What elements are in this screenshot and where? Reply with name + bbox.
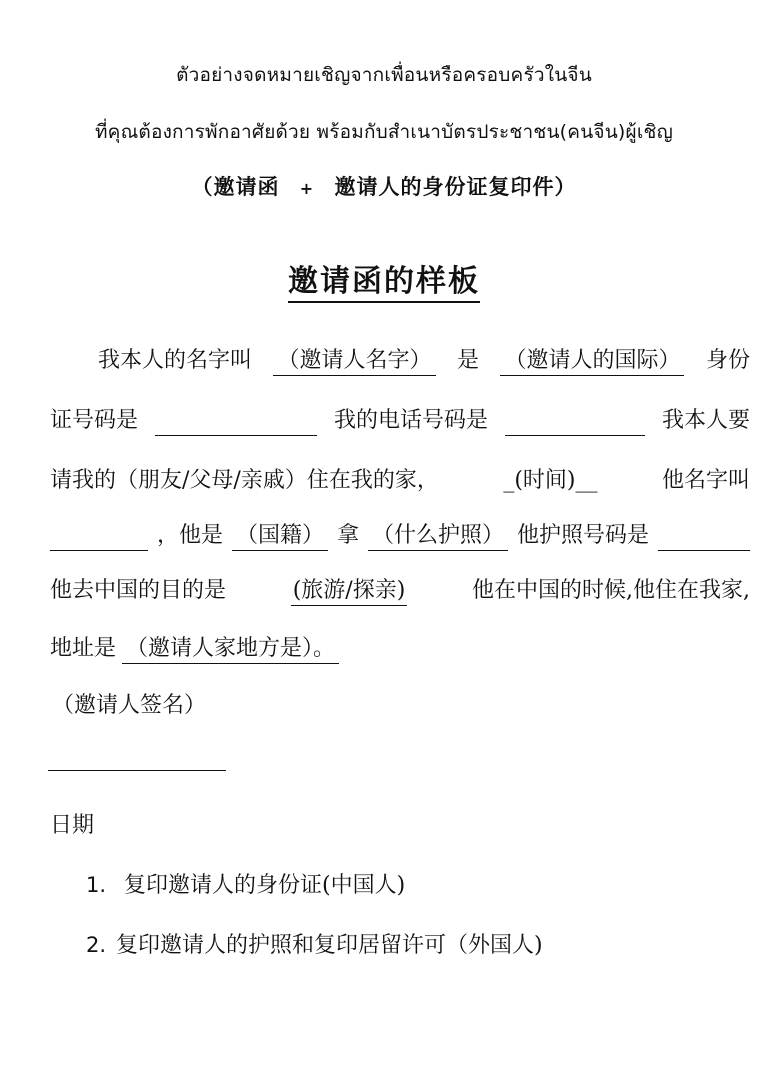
chinese-heading-part-a: （邀请函 — [191, 175, 280, 199]
letter-line-1 — [50, 340, 750, 376]
text: 是 — [456, 348, 479, 373]
phone-number-blank — [505, 409, 645, 436]
date-label: 日期 — [50, 813, 95, 838]
list-number: 1. — [86, 873, 107, 897]
plus-sign: + — [299, 179, 315, 198]
list-text: 复印邀请人的护照和复印居留许可（外国人) — [116, 933, 543, 958]
inviter-nationality-field: （邀请人的国际） — [500, 347, 684, 376]
text: 他去中国的目的是 — [50, 578, 227, 603]
letter-line-3 — [50, 460, 750, 496]
text: 地址是 — [50, 636, 117, 661]
chinese-heading — [0, 171, 768, 201]
passport-type-field: （什么护照） — [368, 522, 508, 551]
time-field: _(时间)__ — [503, 468, 598, 493]
signature-label: （邀请人签名） — [52, 693, 207, 718]
chinese-heading-part-b: 邀请人的身份证复印件） — [334, 175, 577, 199]
id-number-blank — [155, 409, 317, 436]
text: 他在中国的时候,他住在我家, — [471, 578, 750, 603]
letter-line-6 — [50, 628, 750, 664]
text: ，他是 — [156, 523, 223, 548]
text: 我本人的名字叫 — [98, 348, 253, 373]
list-item-1 — [86, 868, 405, 899]
text: 请我的（朋友/父母/亲戚）住在我的家， — [50, 468, 439, 493]
thai-heading-line-2: ที่คุณต้องการพักอาศัยด้วย พร้อมกับสำเนาบัตรประชาชน(คนจีน)ผู้เชิญ — [94, 121, 674, 143]
sample-title-text: 邀请函的样板 — [288, 264, 480, 303]
text: 他名字叫 — [661, 468, 750, 493]
passport-number-blank — [658, 524, 750, 551]
guest-name-blank — [50, 524, 148, 551]
purpose-field: (旅游/探亲) — [291, 577, 408, 606]
letter-line-5 — [50, 570, 750, 606]
text: 我本人要 — [661, 408, 750, 433]
letter-line-2 — [50, 400, 750, 436]
list-text: 复印邀请人的身份证(中国人) — [124, 873, 406, 898]
address-field: （邀请人家地方是）。 — [122, 635, 339, 664]
text: 拿 — [336, 523, 359, 548]
text: 身份 — [705, 348, 750, 373]
text: 他护照号码是 — [516, 523, 649, 548]
nationality-field: （国籍） — [232, 522, 328, 551]
thai-heading-line-1: ตัวอย่างจดหมายเชิญจากเพื่อนหรือครอบครัวในจีน — [176, 64, 592, 86]
letter-line-4 — [50, 515, 750, 551]
text: 证号码是 — [50, 408, 139, 433]
signature-line — [48, 770, 226, 771]
list-number: 2. — [86, 933, 107, 957]
text: 我的电话号码是 — [333, 408, 488, 433]
list-item-2 — [86, 928, 543, 959]
inviter-name-field: （邀请人名字） — [273, 347, 435, 376]
sample-title — [0, 256, 768, 300]
